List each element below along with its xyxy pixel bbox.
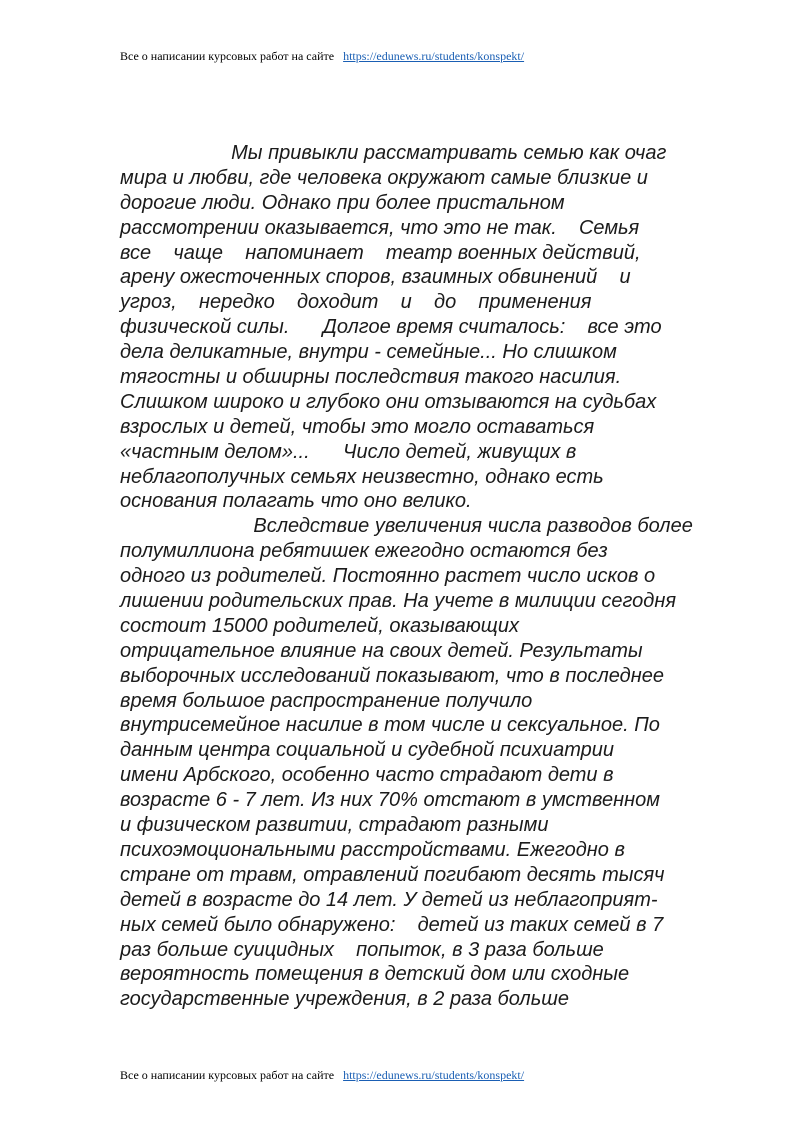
body-text-line: неблагополучных семьях неизвестно, однако есть <box>120 465 604 488</box>
page-header <box>120 49 524 64</box>
page-footer <box>120 1068 524 1083</box>
body-text-line: Слишком широко и глубоко они отзываются на судьбах <box>120 390 657 413</box>
body-text-line: взрослых и детей, чтобы это могло оставаться <box>120 415 595 438</box>
body-text-line: государственные учреждения, в 2 раза больше <box>120 988 569 1011</box>
footer-text: Все о написании курсовых работ на сайте <box>120 1068 335 1082</box>
body-text-line: рассмотрении оказывается, что это не так. Семья <box>120 216 640 239</box>
body-text-line: и физическом развитии, страдают разными <box>120 814 549 837</box>
body-text-line: тягостны и обширны последствия такого насилия. <box>120 366 622 389</box>
body-text-line: «частным делом»... Число детей, живущих в <box>120 440 577 463</box>
body-text-line: арену ожесточенных споров, взаимных обвинений и <box>120 266 631 289</box>
body-text-line: время большое распространение получило <box>120 689 533 712</box>
header-text: Все о написании курсовых работ на сайте <box>120 49 335 63</box>
body-text-line: имени Арбского, особенно часто страдают дети в <box>120 764 614 787</box>
footer-link[interactable]: https://edunews.ru/students/konspekt/ <box>343 1068 525 1082</box>
body-text-line: мира и любви, где человека окружают самые близкие и <box>120 166 648 189</box>
body-text-line: все чаще напоминает театр военных действий, <box>120 241 641 264</box>
body-text-line: Мы привыкли рассматривать семью как очаг <box>120 142 667 164</box>
body-text-line: основания полагать что оно велико. <box>120 490 472 513</box>
body-text-line: состоит 15000 родителей, оказывающих <box>120 614 519 637</box>
body-text-line: вероятность помещения в детский дом или сходные <box>120 963 630 986</box>
body-text-line: отрицательное влияние на своих детей. Результаты <box>120 639 643 662</box>
body-text-line: ных семей было обнаружено: детей из таких семей в 7 <box>120 913 664 936</box>
body-text-line: детей в возрасте до 14 лет. У детей из неблагоприят- <box>120 888 658 911</box>
body-text-line: возрасте 6 - 7 лет. Из них 70% отстают в умственном <box>120 789 660 812</box>
body-text-line: выборочных исследований показывают, что в последнее <box>120 664 664 687</box>
body-text-line: физической силы. Долгое время считалось: все это <box>120 316 662 339</box>
body-text-line: внутрисемейное насилие в том числе и сексуальное. По <box>120 714 660 737</box>
body-text-line: лишении родительских прав. На учете в милиции сегодня <box>120 590 677 613</box>
body-text-line: стране от травм, отравлений погибают десять тысяч <box>120 863 665 886</box>
body-text-line: дела деликатные, внутри - семейные... Но слишком <box>120 341 617 364</box>
body-text-line: одного из родителей. Постоянно растет число исков о <box>120 565 656 588</box>
document-body <box>120 141 735 1012</box>
body-text-line: раз больше суицидных попыток, в 3 раза больше <box>120 938 604 961</box>
body-text-line: Вследствие увеличения числа разводов более <box>120 515 693 538</box>
body-text-line: угроз, нередко доходит и до применения <box>120 291 592 314</box>
body-text-line: дорогие люди. Однако при более пристальном <box>120 191 565 214</box>
body-text-line: данным центра социальной и судебной психиатрии <box>120 739 615 762</box>
body-text-line: полумиллиона ребятишек ежегодно остаются без <box>120 540 608 563</box>
body-text-line: психоэмоциональными расстройствами. Ежегодно в <box>120 838 625 861</box>
header-link[interactable]: https://edunews.ru/students/konspekt/ <box>343 49 525 63</box>
